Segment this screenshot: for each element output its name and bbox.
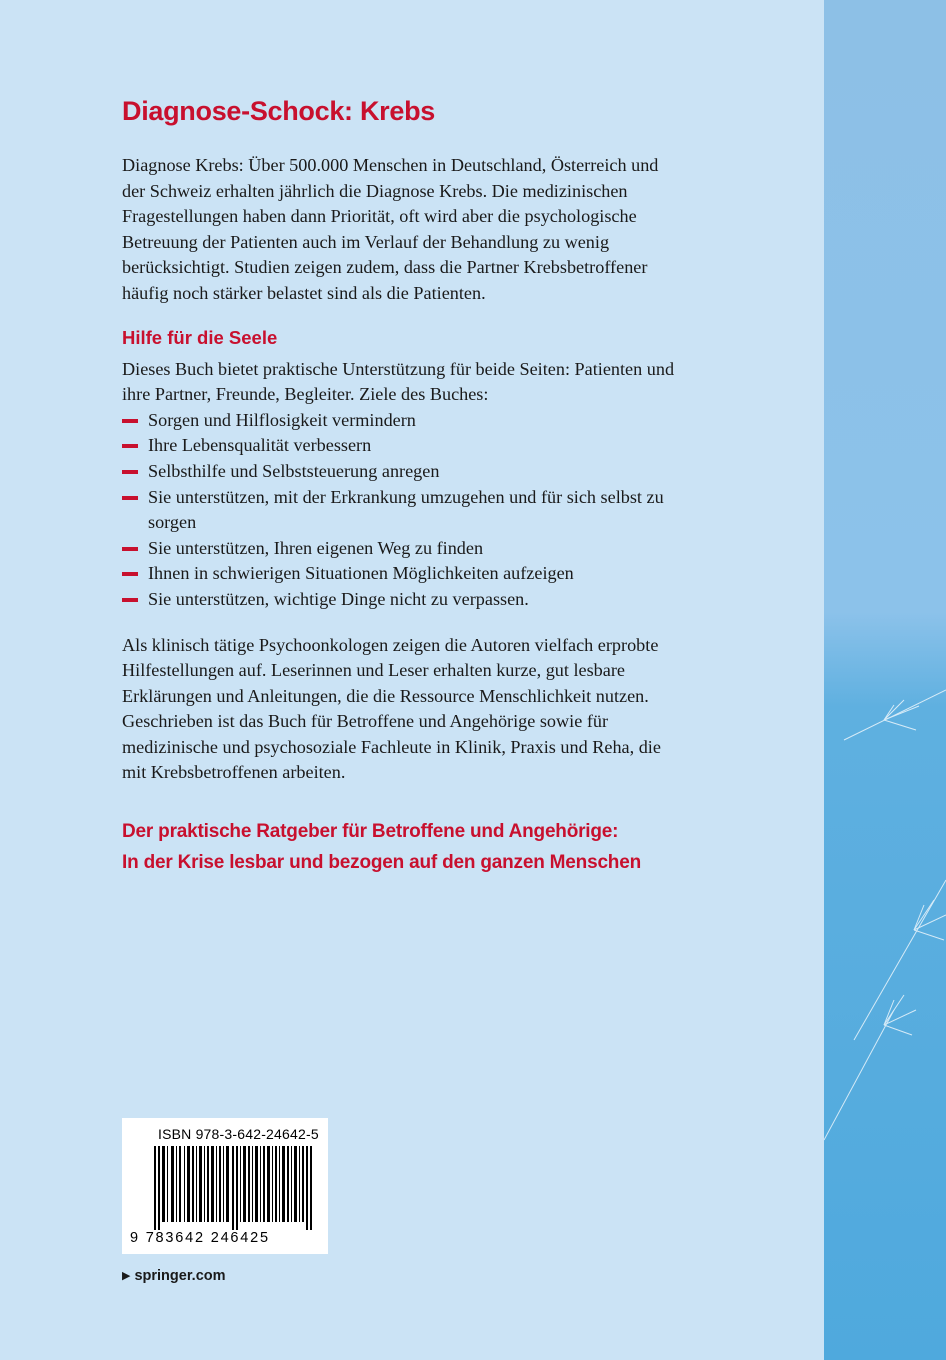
- publisher-link[interactable]: [122, 1268, 226, 1284]
- tagline-line-1: Der praktische Ratgeber für Betroffene und Angehörige:: [122, 821, 619, 843]
- tagline-line-2: In der Krise lesbar und bezogen auf den ganzen Menschen: [122, 852, 641, 874]
- section-lead: Dieses Buch bietet praktische Unterstützung für beide Seiten: Patienten und ihre Partner, Freunde, Begleiter. Ziele des Buches:: [122, 358, 675, 405]
- isbn-text: ISBN 978-3-642-24642-5: [158, 1126, 319, 1142]
- page-title: Diagnose-Schock: Krebs: [122, 96, 435, 126]
- dash-bullet-icon: [122, 419, 138, 423]
- dash-bullet-icon: [122, 547, 138, 551]
- list-item: Sorgen und Hilflosigkeit vermindern: [122, 408, 682, 434]
- dash-bullet-icon: [122, 470, 138, 474]
- dash-bullet-icon: [122, 598, 138, 602]
- tagline: [122, 816, 682, 878]
- goals-list: [122, 408, 682, 613]
- decorative-side-panel: [824, 0, 946, 1360]
- authors-paragraph: Als klinisch tätige Psychoonkologen zeigen die Autoren vielfach erprobte Hilfestellungen auf. Leserinnen und Leser erhalten kurze, gut lesbare Erklärungen und Anleitungen, die die Ressource Menschlichkeit nutzen. Geschrieben ist das Buch für Betroffene und Angehörige sowie für medizinische und psychosoziale Fachleute in Klinik, Praxis und Reha, die mit Krebsbetroffenen arbeiten.: [122, 634, 661, 783]
- intro-paragraph: Diagnose Krebs: Über 500.000 Menschen in Deutschland, Österreich und der Schweiz erhalten jährlich die Diagnose Krebs. Die medizinischen Fragestellungen haben dann Priorität, oft wird aber die psychologische Betreuung der Patienten auch im Verlauf der Behandlung zu wenig berücksichtigt. Studien zeigen zudem, dass die Partner Krebsbetroffener häufig noch stärker belastet sind als die Patienten.: [122, 155, 659, 303]
- list-item: Sie unterstützen, mit der Erkrankung umzugehen und für sich selbst zu sorgen: [122, 485, 682, 536]
- dandelion-seeds-icon: [824, 0, 946, 1360]
- dash-bullet-icon: [122, 444, 138, 448]
- barcode-digits: 9 783642 246425: [130, 1230, 270, 1246]
- list-item: Sie unterstützen, wichtige Dinge nicht zu verpassen.: [122, 587, 682, 613]
- publisher-url: springer.com: [134, 1268, 226, 1284]
- triangle-right-icon: ▶: [122, 1270, 131, 1282]
- list-item: Ihre Lebensqualität verbessern: [122, 433, 682, 459]
- list-item: Sie unterstützen, Ihren eigenen Weg zu finden: [122, 536, 682, 562]
- section-heading: Hilfe für die Seele: [122, 326, 278, 348]
- dash-bullet-icon: [122, 496, 138, 500]
- list-item: Selbsthilfe und Selbststeuerung anregen: [122, 459, 682, 485]
- barcode-icon: [154, 1146, 322, 1230]
- barcode-label: [122, 1118, 328, 1254]
- dash-bullet-icon: [122, 572, 138, 576]
- list-item: Ihnen in schwierigen Situationen Möglichkeiten aufzeigen: [122, 561, 682, 587]
- back-cover-text: [122, 96, 682, 878]
